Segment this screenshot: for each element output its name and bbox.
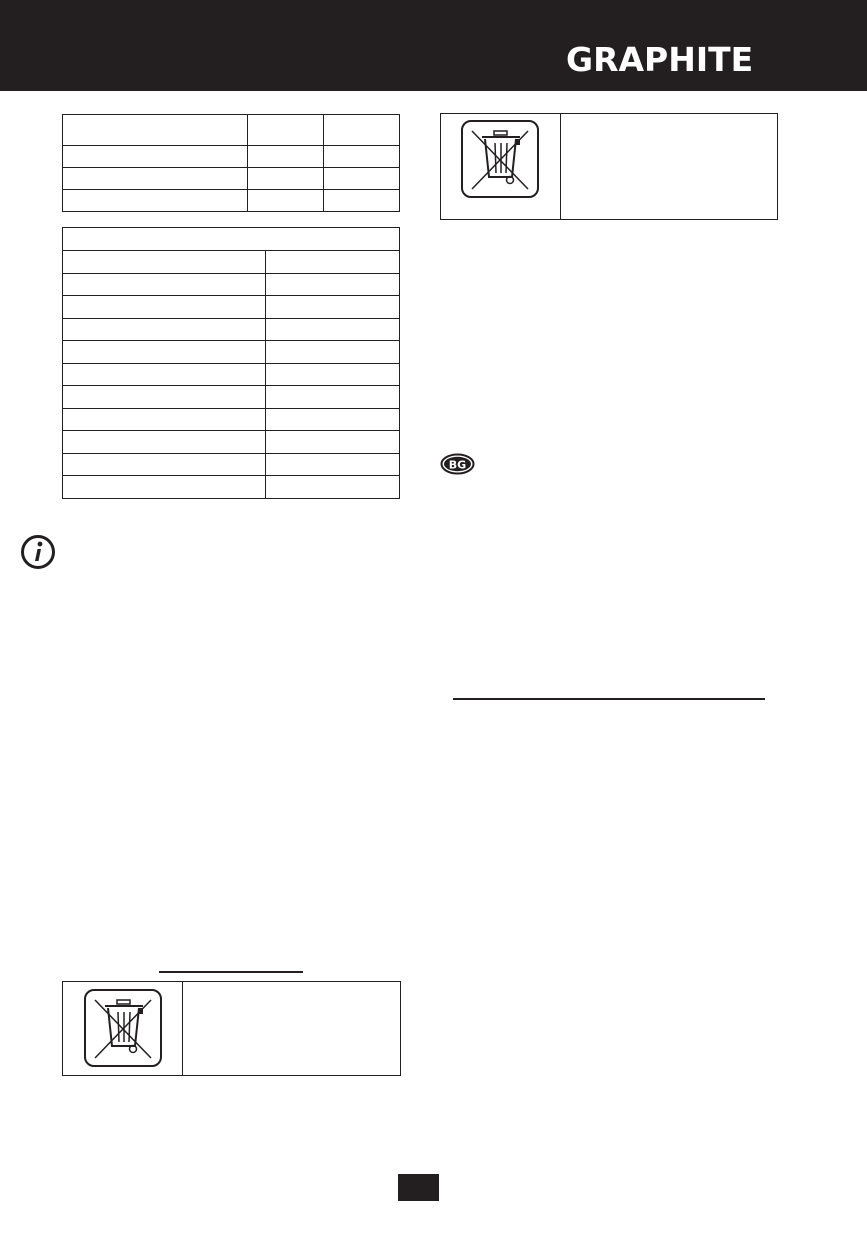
table-row <box>63 318 400 341</box>
specs-table-top <box>62 114 400 212</box>
table-cell <box>63 168 248 190</box>
table-cell <box>266 318 400 341</box>
table-cell <box>266 431 400 454</box>
table-row <box>63 296 400 319</box>
table-cell <box>266 296 400 319</box>
table-cell <box>266 476 400 499</box>
table-cell <box>63 431 266 454</box>
table-title-row <box>63 228 400 251</box>
table-cell <box>248 168 324 190</box>
table-cell <box>266 341 400 364</box>
graphite-logo <box>566 40 772 76</box>
table-cell <box>266 408 400 431</box>
table-cell <box>63 228 400 251</box>
table-cell <box>324 146 400 168</box>
table-cell <box>63 273 266 296</box>
table-cell <box>63 363 266 386</box>
table-row <box>63 251 400 274</box>
table-cell <box>248 190 324 212</box>
table-cell <box>266 251 400 274</box>
specs-table-main <box>62 227 400 499</box>
table-row <box>63 476 400 499</box>
crossed-out-wheelie-bin-icon <box>83 988 163 1068</box>
disposal-notice-box <box>440 113 778 220</box>
crossed-out-wheelie-bin-icon <box>460 119 540 199</box>
table-cell <box>63 190 248 212</box>
table-cell <box>266 363 400 386</box>
table-cell <box>266 386 400 409</box>
table-cell <box>63 386 266 409</box>
table-row <box>63 168 400 190</box>
svg-text:BG: BG <box>448 458 467 472</box>
table-cell <box>324 190 400 212</box>
table-row <box>63 363 400 386</box>
table-cell <box>63 115 248 146</box>
table-row <box>63 341 400 364</box>
table-row <box>63 190 400 212</box>
table-cell <box>63 341 266 364</box>
table-cell <box>324 168 400 190</box>
table-cell <box>324 115 400 146</box>
table-cell <box>63 476 266 499</box>
disposal-notice-box <box>62 981 401 1076</box>
info-icon <box>20 534 56 570</box>
table-cell <box>63 453 266 476</box>
table-row <box>63 453 400 476</box>
table-cell <box>63 408 266 431</box>
table-cell <box>266 453 400 476</box>
bg-country-badge <box>440 453 475 475</box>
header-bar <box>0 0 867 91</box>
section-heading-underline <box>159 971 303 973</box>
table-cell <box>266 273 400 296</box>
table-row <box>63 146 400 168</box>
table-cell <box>63 296 266 319</box>
table-row <box>63 273 400 296</box>
table-cell <box>63 251 266 274</box>
table-cell <box>248 146 324 168</box>
table-row <box>63 386 400 409</box>
svg-text:GRAPHITE: GRAPHITE <box>566 40 754 76</box>
table-cell <box>63 146 248 168</box>
page-number-box <box>398 1174 439 1201</box>
table-cell <box>248 115 324 146</box>
table-row <box>63 408 400 431</box>
table-row <box>63 431 400 454</box>
table-cell <box>63 318 266 341</box>
table-row <box>63 115 400 146</box>
section-heading-underline <box>453 698 765 700</box>
